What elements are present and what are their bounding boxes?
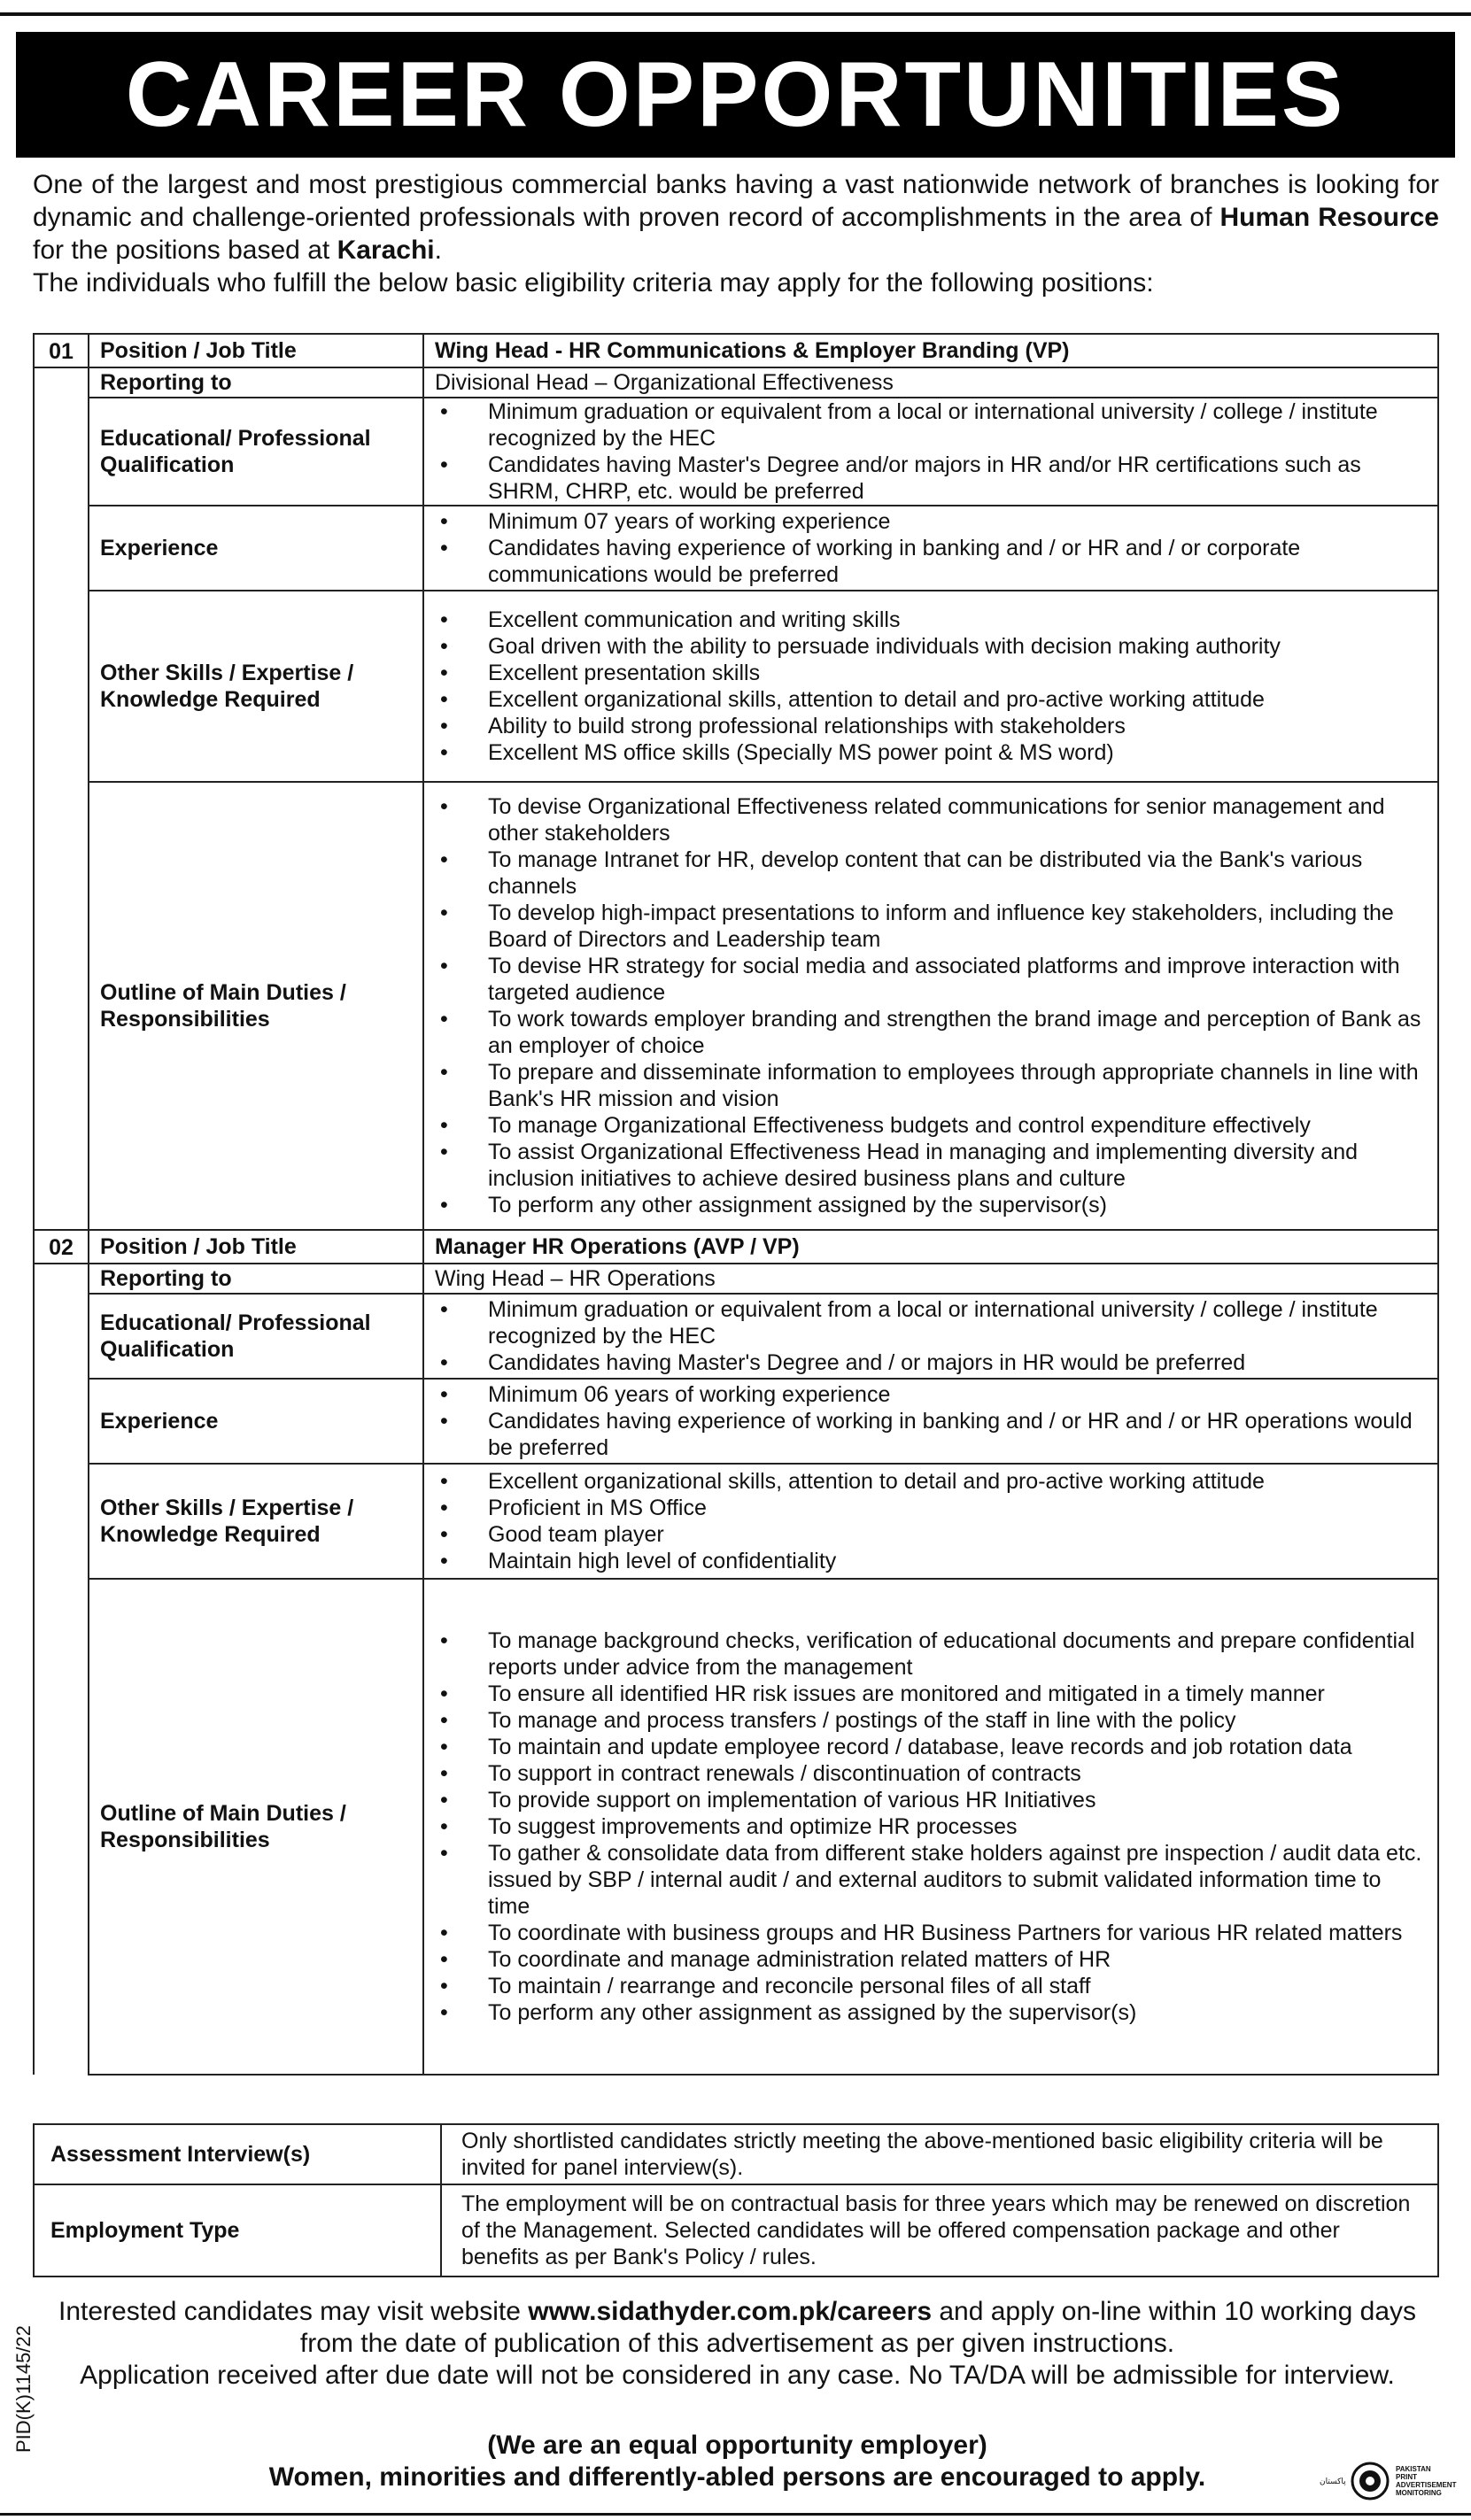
list-item: • Minimum graduation or equivalent from a local or international university / college / institute recognized by the HEC — [435, 398, 1427, 452]
due-date-note: Application received after due date will not be considered in any case. No TA/DA will be admissible for interview. — [80, 2361, 1395, 2390]
experience-value — [423, 1379, 1438, 1464]
list-item: • Candidates having experience of working in banking and / or HR and / or HR operations would be preferred — [435, 1408, 1427, 1461]
intro-text: One of the largest and most prestigious commercial banks having a vast nationwide network of branches is looking for dynamic and challenge-oriented professionals with proven record of accomplishments in the area of — [33, 170, 1439, 232]
list-item: • To support in contract renewals / discontinuation of contracts — [435, 1760, 1427, 1787]
list-item: • To suggest improvements and optimize HR processes — [435, 1813, 1427, 1840]
number-spacer — [34, 1379, 89, 1464]
position-title-row — [34, 334, 1438, 367]
list-item: • Minimum 07 years of working experience — [435, 508, 1427, 535]
position-label: Position / Job Title — [89, 334, 423, 367]
duties-list — [435, 1627, 1427, 2026]
list-item: • To ensure all identified HR risk issues are monitored and mitigated in a timely manner — [435, 1681, 1427, 1707]
skills-list — [435, 607, 1427, 766]
number-spacer — [34, 1264, 89, 1294]
list-item: • To manage background checks, verification of educational documents and prepare confidential reports under advice from the management — [435, 1627, 1427, 1681]
reporting-label: Reporting to — [89, 1264, 423, 1294]
employment-row — [34, 2184, 1438, 2277]
duties-row — [34, 782, 1438, 1230]
position-title-row — [34, 1230, 1438, 1264]
top-rule — [0, 12, 1471, 16]
skills-label: Other Skills / Expertise / Knowledge Required — [89, 591, 423, 782]
intro-end: . — [434, 236, 442, 265]
list-item: • Excellent MS office skills (Specially MS power point & MS word) — [435, 739, 1427, 766]
number-spacer — [34, 1464, 89, 1579]
number-spacer — [34, 398, 89, 506]
skills-value — [423, 591, 1438, 782]
duties-value — [423, 782, 1438, 1230]
list-item: • Excellent organizational skills, attention to detail and pro-active working attitude — [435, 1468, 1427, 1495]
list-item: • To manage Intranet for HR, develop content that can be distributed via the Bank's various channels — [435, 846, 1427, 900]
list-item: • To maintain and update employee record / database, leave records and job rotation data — [435, 1734, 1427, 1760]
list-item: • Candidates having Master's Degree and / or majors in HR would be preferred — [435, 1349, 1427, 1376]
experience-list — [435, 508, 1427, 588]
duties-list — [435, 793, 1427, 1218]
number-spacer — [34, 1294, 89, 1379]
logo-text: PAKISTAN PRINT ADVERTISEMENT MONITORING — [1396, 2465, 1457, 2497]
intro-paragraph — [33, 168, 1439, 267]
equal-opportunity: (We are an equal opportunity employer) — [487, 2431, 987, 2460]
encourage-note: Women, minorities and differently-abled persons are encouraged to apply. — [268, 2462, 1206, 2492]
assessment-row — [34, 2124, 1438, 2184]
duties-value — [423, 1579, 1438, 2075]
number-spacer — [34, 367, 89, 398]
experience-value — [423, 506, 1438, 591]
intro-eligibility: The individuals who fulfill the below basic eligibility criteria may apply for the following positions: — [33, 268, 1154, 298]
list-item: • Minimum graduation or equivalent from a local or international university / college / institute recognized by the HEC — [435, 1296, 1427, 1349]
education-value — [423, 398, 1438, 506]
position-number: 01 — [34, 334, 89, 367]
reporting-value: Divisional Head – Organizational Effectiveness — [423, 367, 1438, 398]
list-item: • Goal driven with the ability to persuade individuals with decision making authority — [435, 633, 1427, 660]
list-item: • To devise Organizational Effectiveness related communications for senior management and other stakeholders — [435, 793, 1427, 846]
experience-row — [34, 506, 1438, 591]
list-item: • To assist Organizational Effectiveness Head in managing and implementing diversity and inclusion initiatives to achieve desired business plans and culture — [435, 1139, 1427, 1192]
list-item: • To work towards employer branding and strengthen the brand image and perception of Bank as an employer of choice — [435, 1006, 1427, 1059]
list-item: • To develop high-impact presentations to inform and influence key stakeholders, including the Board of Directors and Leadership team — [435, 900, 1427, 953]
list-item: • Minimum 06 years of working experience — [435, 1381, 1427, 1408]
duties-row — [34, 1579, 1438, 2075]
experience-label: Experience — [89, 506, 423, 591]
list-item: • To perform any other assignment as assigned by the supervisor(s) — [435, 1999, 1427, 2026]
pid-logo-icon — [1350, 2461, 1390, 2501]
intro-city: Karachi — [337, 236, 435, 265]
education-list — [435, 398, 1427, 505]
logo-urdu: پاکستان — [1320, 2477, 1346, 2485]
position-title: Manager HR Operations (AVP / VP) — [423, 1230, 1438, 1264]
reporting-label: Reporting to — [89, 367, 423, 398]
list-item: • Excellent organizational skills, attention to detail and pro-active working attitude — [435, 686, 1427, 713]
number-spacer — [34, 782, 89, 1230]
intro-area: Human Resource — [1219, 203, 1439, 232]
list-item: • Candidates having experience of working in banking and / or HR and / or corporate communications would be preferred — [435, 535, 1427, 588]
education-row — [34, 1294, 1438, 1379]
list-item: • Ability to build strong professional relationships with stakeholders — [435, 713, 1427, 739]
number-spacer — [34, 591, 89, 782]
position-number: 02 — [34, 1230, 89, 1264]
list-item: • Maintain high level of confidentiality — [435, 1548, 1427, 1574]
bottom-rule — [0, 2513, 1471, 2516]
list-item: • To devise HR strategy for social media and associated platforms and improve interaction with targeted audience — [435, 953, 1427, 1006]
number-spacer — [34, 1579, 89, 2075]
page-title: CAREER OPPORTUNITIES — [16, 32, 1455, 158]
list-item: • To provide support on implementation of various HR Initiatives — [435, 1787, 1427, 1813]
list-item: • To prepare and disseminate information to employees through appropriate channels in line with Bank's HR mission and vision — [435, 1059, 1427, 1112]
experience-label: Experience — [89, 1379, 423, 1464]
reporting-row — [34, 1264, 1438, 1294]
position-title: Wing Head - HR Communications & Employer Branding (VP) — [423, 334, 1438, 367]
skills-row — [34, 591, 1438, 782]
employment-label: Employment Type — [34, 2184, 441, 2277]
intro-text-mid: for the positions based at — [33, 236, 337, 265]
list-item: • To gather & consolidate data from different stake holders against pre inspection / audit data etc. issued by SBP / internal audit / and external auditors to submit validated information time to time — [435, 1840, 1427, 1920]
assessment-table — [33, 2123, 1439, 2277]
number-spacer — [34, 506, 89, 591]
list-item: • To perform any other assignment assigned by the supervisor(s) — [435, 1192, 1427, 1218]
education-row — [34, 398, 1438, 506]
education-label: Educational/ Professional Qualification — [89, 1294, 423, 1379]
list-item: • To coordinate with business groups and HR Business Partners for various HR related matters — [435, 1920, 1427, 1946]
assessment-text: Only shortlisted candidates strictly meeting the above-mentioned basic eligibility criteria will be invited for panel interview(s). — [441, 2124, 1438, 2184]
duties-label: Outline of Main Duties / Responsibilities — [89, 782, 423, 1230]
employment-text: The employment will be on contractual basis for three years which may be renewed on discretion of the Management. Selected candidates will be offered compensation package and other benefits as per Bank's Policy / rules. — [441, 2184, 1438, 2277]
website-link[interactable]: www.sidathyder.com.pk/careers — [528, 2297, 933, 2326]
reporting-row — [34, 367, 1438, 398]
list-item: • Excellent presentation skills — [435, 660, 1427, 686]
education-label: Educational/ Professional Qualification — [89, 398, 423, 506]
skills-label: Other Skills / Expertise / Knowledge Required — [89, 1464, 423, 1579]
list-item: • Proficient in MS Office — [435, 1495, 1427, 1521]
experience-list — [435, 1381, 1427, 1461]
education-value — [423, 1294, 1438, 1379]
list-item: • Excellent communication and writing skills — [435, 607, 1427, 633]
pid-code: PID(K)1145/22 — [12, 2325, 35, 2453]
pid-logo — [1320, 2458, 1457, 2504]
duties-label: Outline of Main Duties / Responsibilities — [89, 1579, 423, 2075]
skills-value — [423, 1464, 1438, 1579]
list-item: • To manage and process transfers / postings of the staff in line with the policy — [435, 1707, 1427, 1734]
education-list — [435, 1296, 1427, 1376]
apply-text: Interested candidates may visit website — [58, 2297, 529, 2326]
apply-instructions — [49, 2296, 1426, 2360]
assessment-label: Assessment Interview(s) — [34, 2124, 441, 2184]
list-item: • To coordinate and manage administration related matters of HR — [435, 1946, 1427, 1973]
skills-list — [435, 1468, 1427, 1574]
list-item: • Candidates having Master's Degree and/or majors in HR and/or HR certifications such as SHRM, CHRP, etc. would be preferred — [435, 452, 1427, 505]
list-item: • Good team player — [435, 1521, 1427, 1548]
apply-text-end: and apply on-line within 10 working days from the date of publication of this advertisement as per given instructions. — [299, 2297, 1417, 2358]
positions-table — [33, 333, 1439, 2076]
experience-row — [34, 1379, 1438, 1464]
position-label: Position / Job Title — [89, 1230, 423, 1264]
list-item: • To maintain / rearrange and reconcile personal files of all staff — [435, 1973, 1427, 1999]
list-item: • To manage Organizational Effectiveness budgets and control expenditure effectively — [435, 1112, 1427, 1139]
reporting-value: Wing Head – HR Operations — [423, 1264, 1438, 1294]
skills-row — [34, 1464, 1438, 1579]
